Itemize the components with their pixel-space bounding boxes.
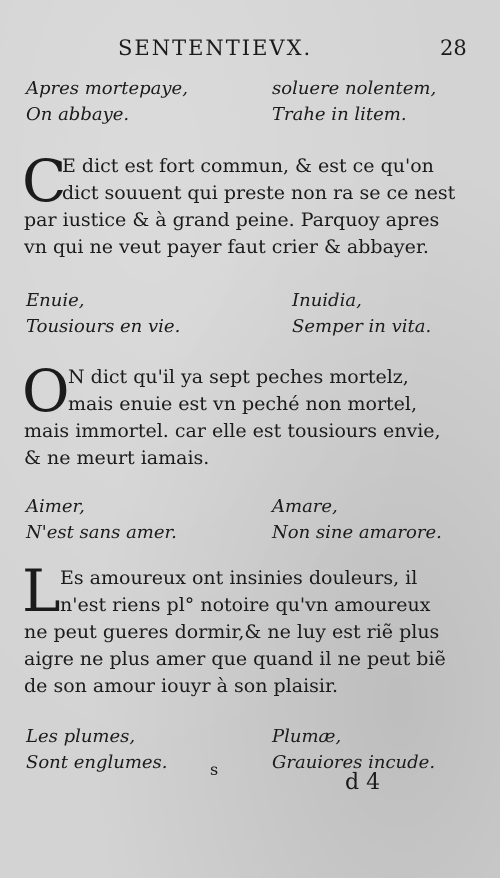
paragraph-line: Es amoureux ont insinies douleurs, il [60, 567, 418, 589]
printer-mark: s [210, 760, 219, 779]
proverb-french-line: Enuie, [26, 290, 85, 311]
proverb-latin-line: Amare, [272, 496, 338, 517]
paragraph-line: ne peut gueres dormir,& ne luy est riẽ plus [24, 621, 440, 643]
paragraph-line: n'est riens pl° notoire qu'vn amoureux [60, 594, 431, 616]
proverb-french-line: Tousiours en vie. [26, 316, 181, 337]
proverb-latin-line: Semper in vita. [292, 316, 432, 337]
signature-mark: d 4 [345, 770, 381, 795]
proverb-latin-line: Non sine amarore. [272, 522, 442, 543]
paragraph-line: mais immortel. car elle est tousiours envie, [24, 420, 441, 442]
proverb-french-line: Les plumes, [26, 726, 136, 747]
paragraph-line: & ne meurt iamais. [24, 447, 210, 469]
paragraph-line: mais enuie est vn peché non mortel, [68, 393, 418, 415]
paragraph-line: de son amour iouyr à son plaisir. [24, 675, 339, 697]
running-title: SENTENTIEVX. [118, 36, 313, 60]
proverb-latin-line: Plumæ, [272, 726, 342, 747]
paragraph-line: vn qui ne veut payer faut crier & abbayer. [24, 236, 429, 258]
proverb-french-line: Apres mortepaye, [26, 78, 188, 99]
drop-cap-initial: O [22, 357, 70, 425]
proverb-latin-line: Trahe in litem. [272, 104, 407, 125]
proverb-french-line: Aimer, [26, 496, 85, 517]
proverb-french-line: On abbaye. [26, 104, 130, 125]
paragraph-line: dict souuent qui preste non ra se ce nest [62, 182, 456, 204]
proverb-latin-line: Grauiores incude. [272, 752, 436, 773]
proverb-latin-line: soluere nolentem, [272, 78, 437, 99]
page-number: 28 [440, 36, 467, 60]
proverb-french-line: Sont englumes. [26, 752, 168, 773]
paragraph-line: par iustice & à grand peine. Parquoy apres [24, 209, 440, 231]
paragraph-line: aigre ne plus amer que quand il ne peut biẽ [24, 648, 446, 670]
proverb-french-line: N'est sans amer. [26, 522, 177, 543]
proverb-latin-line: Inuidia, [292, 290, 362, 311]
paragraph-line: E dict est fort commun, & est ce qu'on [62, 155, 434, 177]
drop-cap-initial: C [22, 147, 67, 215]
drop-cap-initial: L [22, 557, 61, 625]
paragraph-line: N dict qu'il ya sept peches mortelz, [68, 366, 409, 388]
